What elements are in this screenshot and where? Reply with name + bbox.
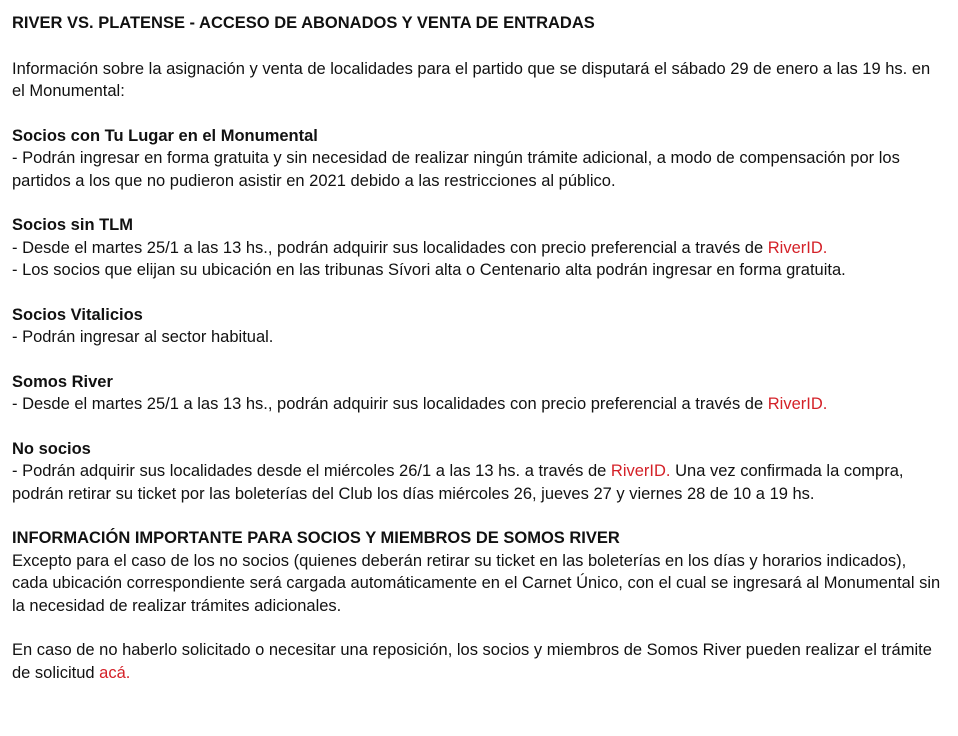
- section-no-socios: [12, 438, 946, 506]
- section-heading: Socios con Tu Lugar en el Monumental: [12, 126, 318, 145]
- intro-paragraph: Información sobre la asignación y venta de localidades para el partido que se disputará el sábado 29 de enero a las 19 hs. en el Monumental:: [12, 59, 931, 100]
- section-informacion-importante: [12, 527, 946, 617]
- section-socios-tlm: [12, 125, 946, 193]
- reposicion-text: En caso de no haberlo solicitado o necesitar una reposición, los socios y miembros de Somos River pueden realizar el trámite de solicitud: [12, 641, 932, 682]
- solicitud-link[interactable]: acá.: [99, 663, 131, 682]
- section-somos-river: [12, 371, 946, 416]
- section-heading: No socios: [12, 439, 91, 458]
- section-heading: Socios sin TLM: [12, 216, 134, 234]
- riverid-link[interactable]: RiverID.: [610, 462, 671, 480]
- section-heading: Somos River: [12, 372, 113, 391]
- section-line: - Los socios que elijan su ubicación en las tribunas Sívori alta o Centenario alta podrán ingresar en forma gratuita.: [12, 261, 846, 279]
- riverid-link[interactable]: RiverID.: [767, 395, 828, 413]
- line-text: - Desde el martes 25/1 a las 13 hs., podrán adquirir sus localidades con precio preferencial a través de: [12, 238, 768, 257]
- line-text: - Desde el martes 25/1 a las 13 hs., podrán adquirir sus localidades con precio preferencial a través de: [12, 395, 768, 413]
- section-line: - Podrán ingresar en forma gratuita y sin necesidad de realizar ningún trámite adicional, a modo de compensación por los partidos a los que no pudieron asistir en 2021 debido a las restricciones al público.: [12, 149, 900, 190]
- riverid-link[interactable]: RiverID.: [767, 238, 828, 257]
- line-text: Una vez confirmada la compra, podrán retirar su ticket por las boleterías del Club los días miércoles 26, jueves 27 y viernes 28 de 10 a 19 hs.: [12, 462, 904, 503]
- line-text: - Podrán adquirir sus localidades desde el miércoles 26/1 a las 13 hs. a través de: [12, 462, 611, 480]
- section-heading: INFORMACIÓN IMPORTANTE PARA SOCIOS Y MIEMBROS DE SOMOS RIVER: [12, 529, 620, 547]
- article-title: RIVER VS. PLATENSE - ACCESO DE ABONADOS Y VENTA DE ENTRADAS: [12, 14, 595, 32]
- section-socios-sin-tlm: [12, 214, 946, 282]
- section-heading: Socios Vitalicios: [12, 305, 143, 324]
- section-line: [12, 460, 946, 505]
- section-line: [12, 237, 946, 260]
- section-socios-vitalicios: [12, 304, 946, 349]
- section-body: Excepto para el caso de los no socios (quienes deberán retirar su ticket en las boleterías en los días y horarios indicados), cada ubicación correspondiente será cargada automáticamente en el Carnet Único, con el cual se ingresará al Monumental sin la necesidad de realizar trámites adicionales.: [12, 551, 941, 615]
- section-reposicion: [12, 639, 946, 684]
- section-line: [12, 393, 946, 416]
- section-line: - Podrán ingresar al sector habitual.: [12, 328, 274, 346]
